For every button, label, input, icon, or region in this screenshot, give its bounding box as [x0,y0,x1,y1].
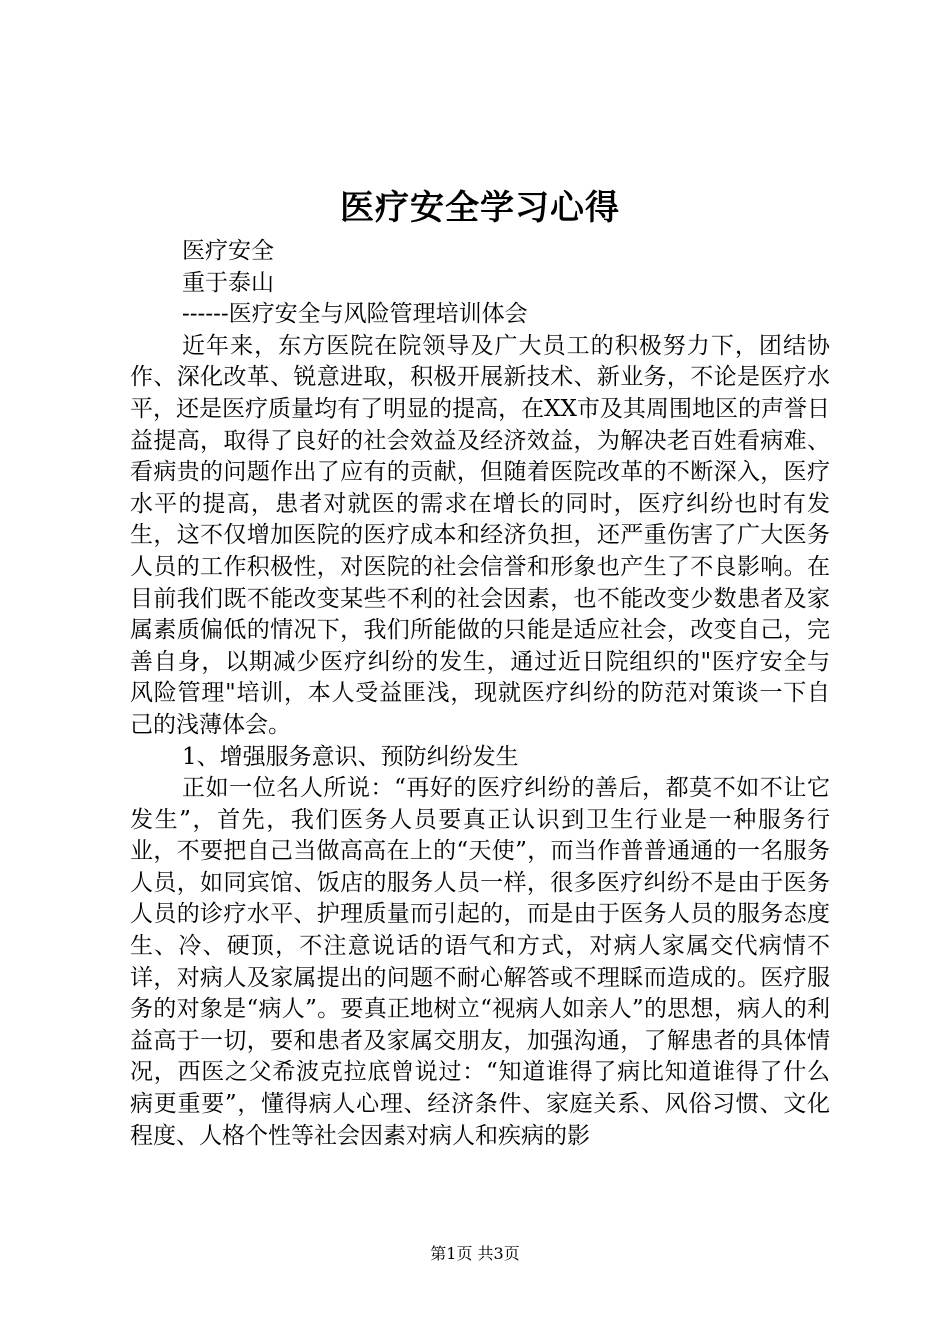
document-page [130,184,830,1152]
body-paragraph-intro: 近年来，东方医院在院领导及广大员工的积极努力下，团结协作、深化改革、锐意进取，积极开展新技术、新业务，不论是医疗水平，还是医疗质量均有了明显的提高，在XX市及其周围地区的声誉日益提高，取得了良好的社会效益及经济效益，为解决老百姓看病难、看病贵的问题作出了应有的贡献，但随着医院改革的不断深入，医疗水平的提高，患者对就医的需求在增长的同时，医疗纠纷也时有发生，这不仅增加医院的医疗成本和经济负担，还严重伤害了广大医务人员的工作积极性，对医院的社会信誉和形象也产生了不良影响。在目前我们既不能改变某些不利的社会因素，也不能改变少数患者及家属素质偏低的情况下，我们所能做的只能是适应社会，改变自己，完善自身，以期减少医疗纠纷的发生，通过近日院组织的"医疗安全与风险管理"培训，本人受益匪浅，现就医疗纠纷的防范对策谈一下自己的浅薄体会。 [130,332,830,738]
section-heading-1: 1、增强服务意识、预防纠纷发生 [182,743,519,770]
subtitle-line-2: 重于泰山 [182,269,274,296]
body-paragraph-section-1: 正如一位名人所说：“再好的医疗纠纷的善后，都莫不如不让它发生”，首先，我们医务人员要真正认识到卫生行业是一种服务行业，不要把自己当做高高在上的“天使”，而当作普普通通的一名服务人员，如同宾馆、饭店的服务人员一样，很多医疗纠纷不是由于医务人员的诊疗水平、护理质量而引起的，而是由于医务人员的服务态度生、冷、硬顶，不注意说话的语气和方式，对病人家属交代病情不详，对病人及家属提出的问题不耐心解答或不理睬而造成的。医疗服务的对象是“病人”。要真正地树立“视病人如亲人”的思想，病人的利益高于一切，要和患者及家属交朋友，加强沟通，了解患者的具体情况，西医之父希波克拉底曾说过：“知道谁得了病比知道谁得了什么病更重要”，懂得病人心理、经济条件、家庭关系、风俗习惯、文化程度、人格个性等社会因素对病人和疾病的影 [130,775,830,1149]
document-title: 医疗安全学习心得 [340,188,620,228]
subtitle-line-1: 医疗安全 [182,238,274,264]
subtitle-line-3: ------医疗安全与风险管理培训体会 [182,301,528,328]
page-number-footer: 第1页 共3页 [430,1244,520,1263]
